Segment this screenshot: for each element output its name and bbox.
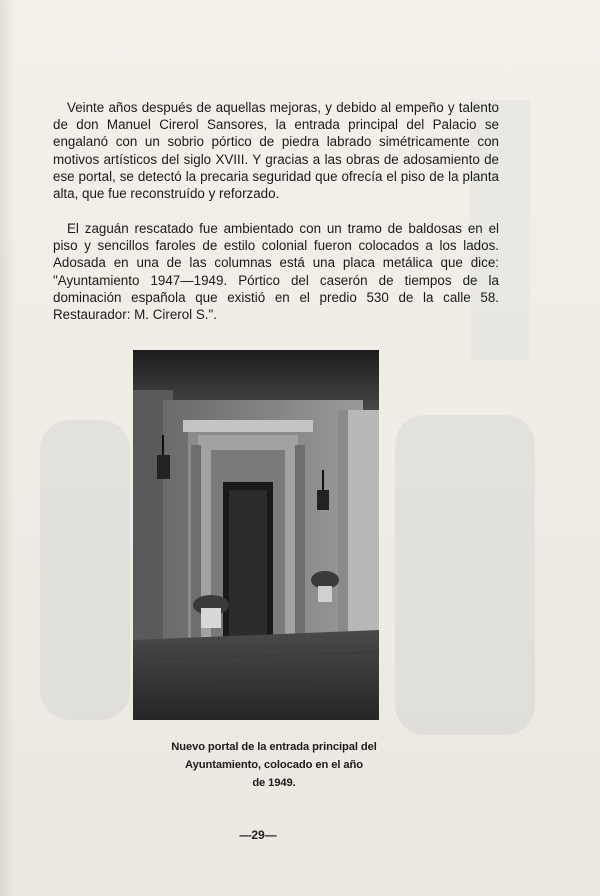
photo-caption	[140, 738, 408, 792]
bleed-through-shadow	[395, 415, 535, 735]
portal-photograph	[133, 350, 379, 720]
caption-line: Nuevo portal de la entrada principal del	[171, 741, 377, 753]
paragraph-1: Veinte años después de aquellas mejoras, y debido al empeño y talento de don Manuel Cirerol Sansores, la entrada principal del Palacio se engalanó con un sobrio pórtico de piedra labrado simétricamente con motivos artísticos del siglo XVIII. Y gracias a las obras de adosamiento de ese portal, se detectó la precaria seguridad que ofrecía el piso de la planta alta, que fue reconstruído y reforzado.	[53, 100, 499, 202]
page-number: —29—	[239, 828, 277, 842]
caption-line: de 1949.	[252, 777, 296, 789]
paragraph-2: El zaguán rescatado fue ambientado con un tramo de baldosas en el piso y sencillos faroles de estilo colonial fueron colocados a los lados. Adosada en una de las columnas está una placa metálica que dice: "Ayuntamiento 1947—1949. Pórtico del caserón de tiempos de la dominación española que existió en el predio 530 de la calle 58. Restaurador: M. Cirerol S.".	[53, 221, 499, 323]
bleed-through-shadow	[40, 420, 130, 720]
caption-line: Ayuntamiento, colocado en el año	[185, 759, 363, 771]
